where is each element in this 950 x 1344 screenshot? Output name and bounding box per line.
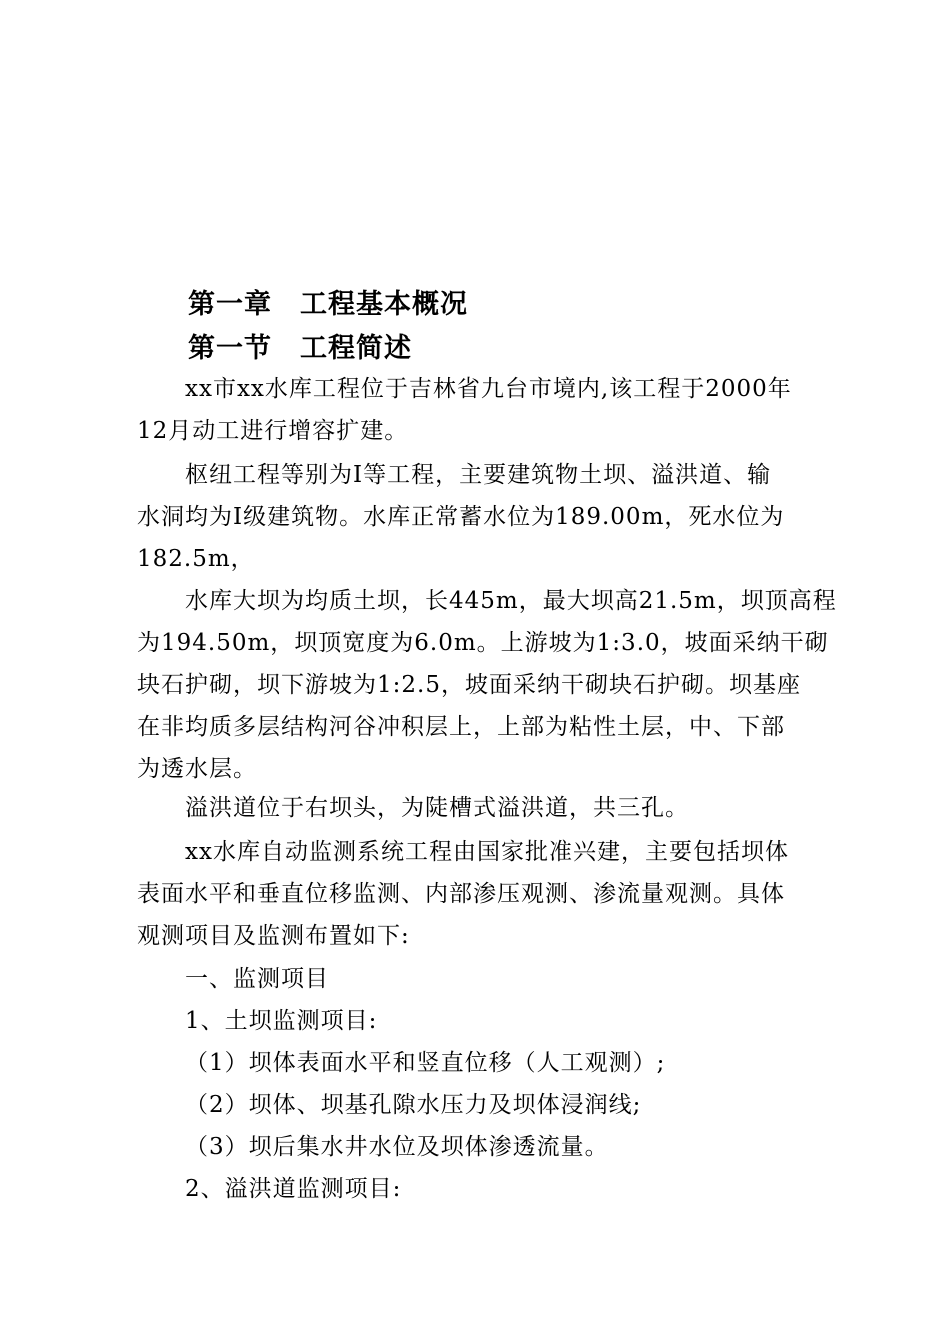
list-subitem: （2）坝体、坝基孔隙水压力及坝体浸润线; — [185, 1092, 642, 1118]
paragraph-location — [137, 368, 842, 452]
list-heading: 一、监测项目 — [185, 966, 329, 992]
paragraph-line: 溢洪道位于右坝头，为陡槽式溢洪道，共三孔。 — [185, 795, 689, 821]
paragraph-monitoring — [137, 831, 842, 957]
list-item: 1、土坝监测项目: — [185, 1008, 378, 1034]
paragraph-line: 12月动工进行增容扩建。 — [137, 418, 409, 444]
paragraph-line: 182.5m， — [137, 546, 255, 572]
section-title: 第一节 工程简述 — [188, 333, 412, 364]
paragraph-line: 枢纽工程等别为Ⅰ等工程，主要建筑物土坝、溢洪道、输 — [185, 462, 772, 488]
paragraph-line: 块石护砌，坝下游坡为1:2.5，坡面采纳干砌块石护砌。坝基座 — [137, 672, 801, 698]
paragraph-hub-grade — [137, 454, 842, 580]
monitoring-list — [137, 958, 842, 1210]
paragraph-line: 表面水平和垂直位移监测、内部渗压观测、渗流量观测。具体 — [137, 881, 785, 907]
list-subitem: （1）坝体表面水平和竖直位移（人工观测）; — [185, 1050, 666, 1076]
paragraph-line: 在非均质多层结构河谷冲积层上，上部为粘性土层，中、下部 — [137, 714, 785, 740]
chapter-title: 第一章 工程基本概况 — [188, 289, 468, 320]
paragraph-dam — [137, 580, 842, 790]
paragraph-spillway — [137, 787, 842, 829]
paragraph-line: 水库大坝为均质土坝，长445m，最大坝高21.5m，坝顶高程 — [185, 588, 837, 614]
list-item: 2、溢洪道监测项目: — [185, 1176, 402, 1202]
paragraph-line: 为194.50m，坝顶宽度为6.0m。上游坡为1:3.0，坡面采纳干砌 — [137, 630, 829, 656]
paragraph-line: xx水库自动监测系统工程由国家批准兴建，主要包括坝体 — [185, 839, 789, 865]
list-subitem: （3）坝后集水井水位及坝体渗透流量。 — [185, 1134, 609, 1160]
paragraph-line: xx市xx水库工程位于吉林省九台市境内,该工程于2000年 — [185, 376, 792, 402]
paragraph-line: 水洞均为Ⅰ级建筑物。水库正常蓄水位为189.00m，死水位为 — [137, 504, 785, 530]
paragraph-line: 观测项目及监测布置如下: — [137, 923, 410, 949]
paragraph-line: 为透水层。 — [137, 756, 257, 782]
